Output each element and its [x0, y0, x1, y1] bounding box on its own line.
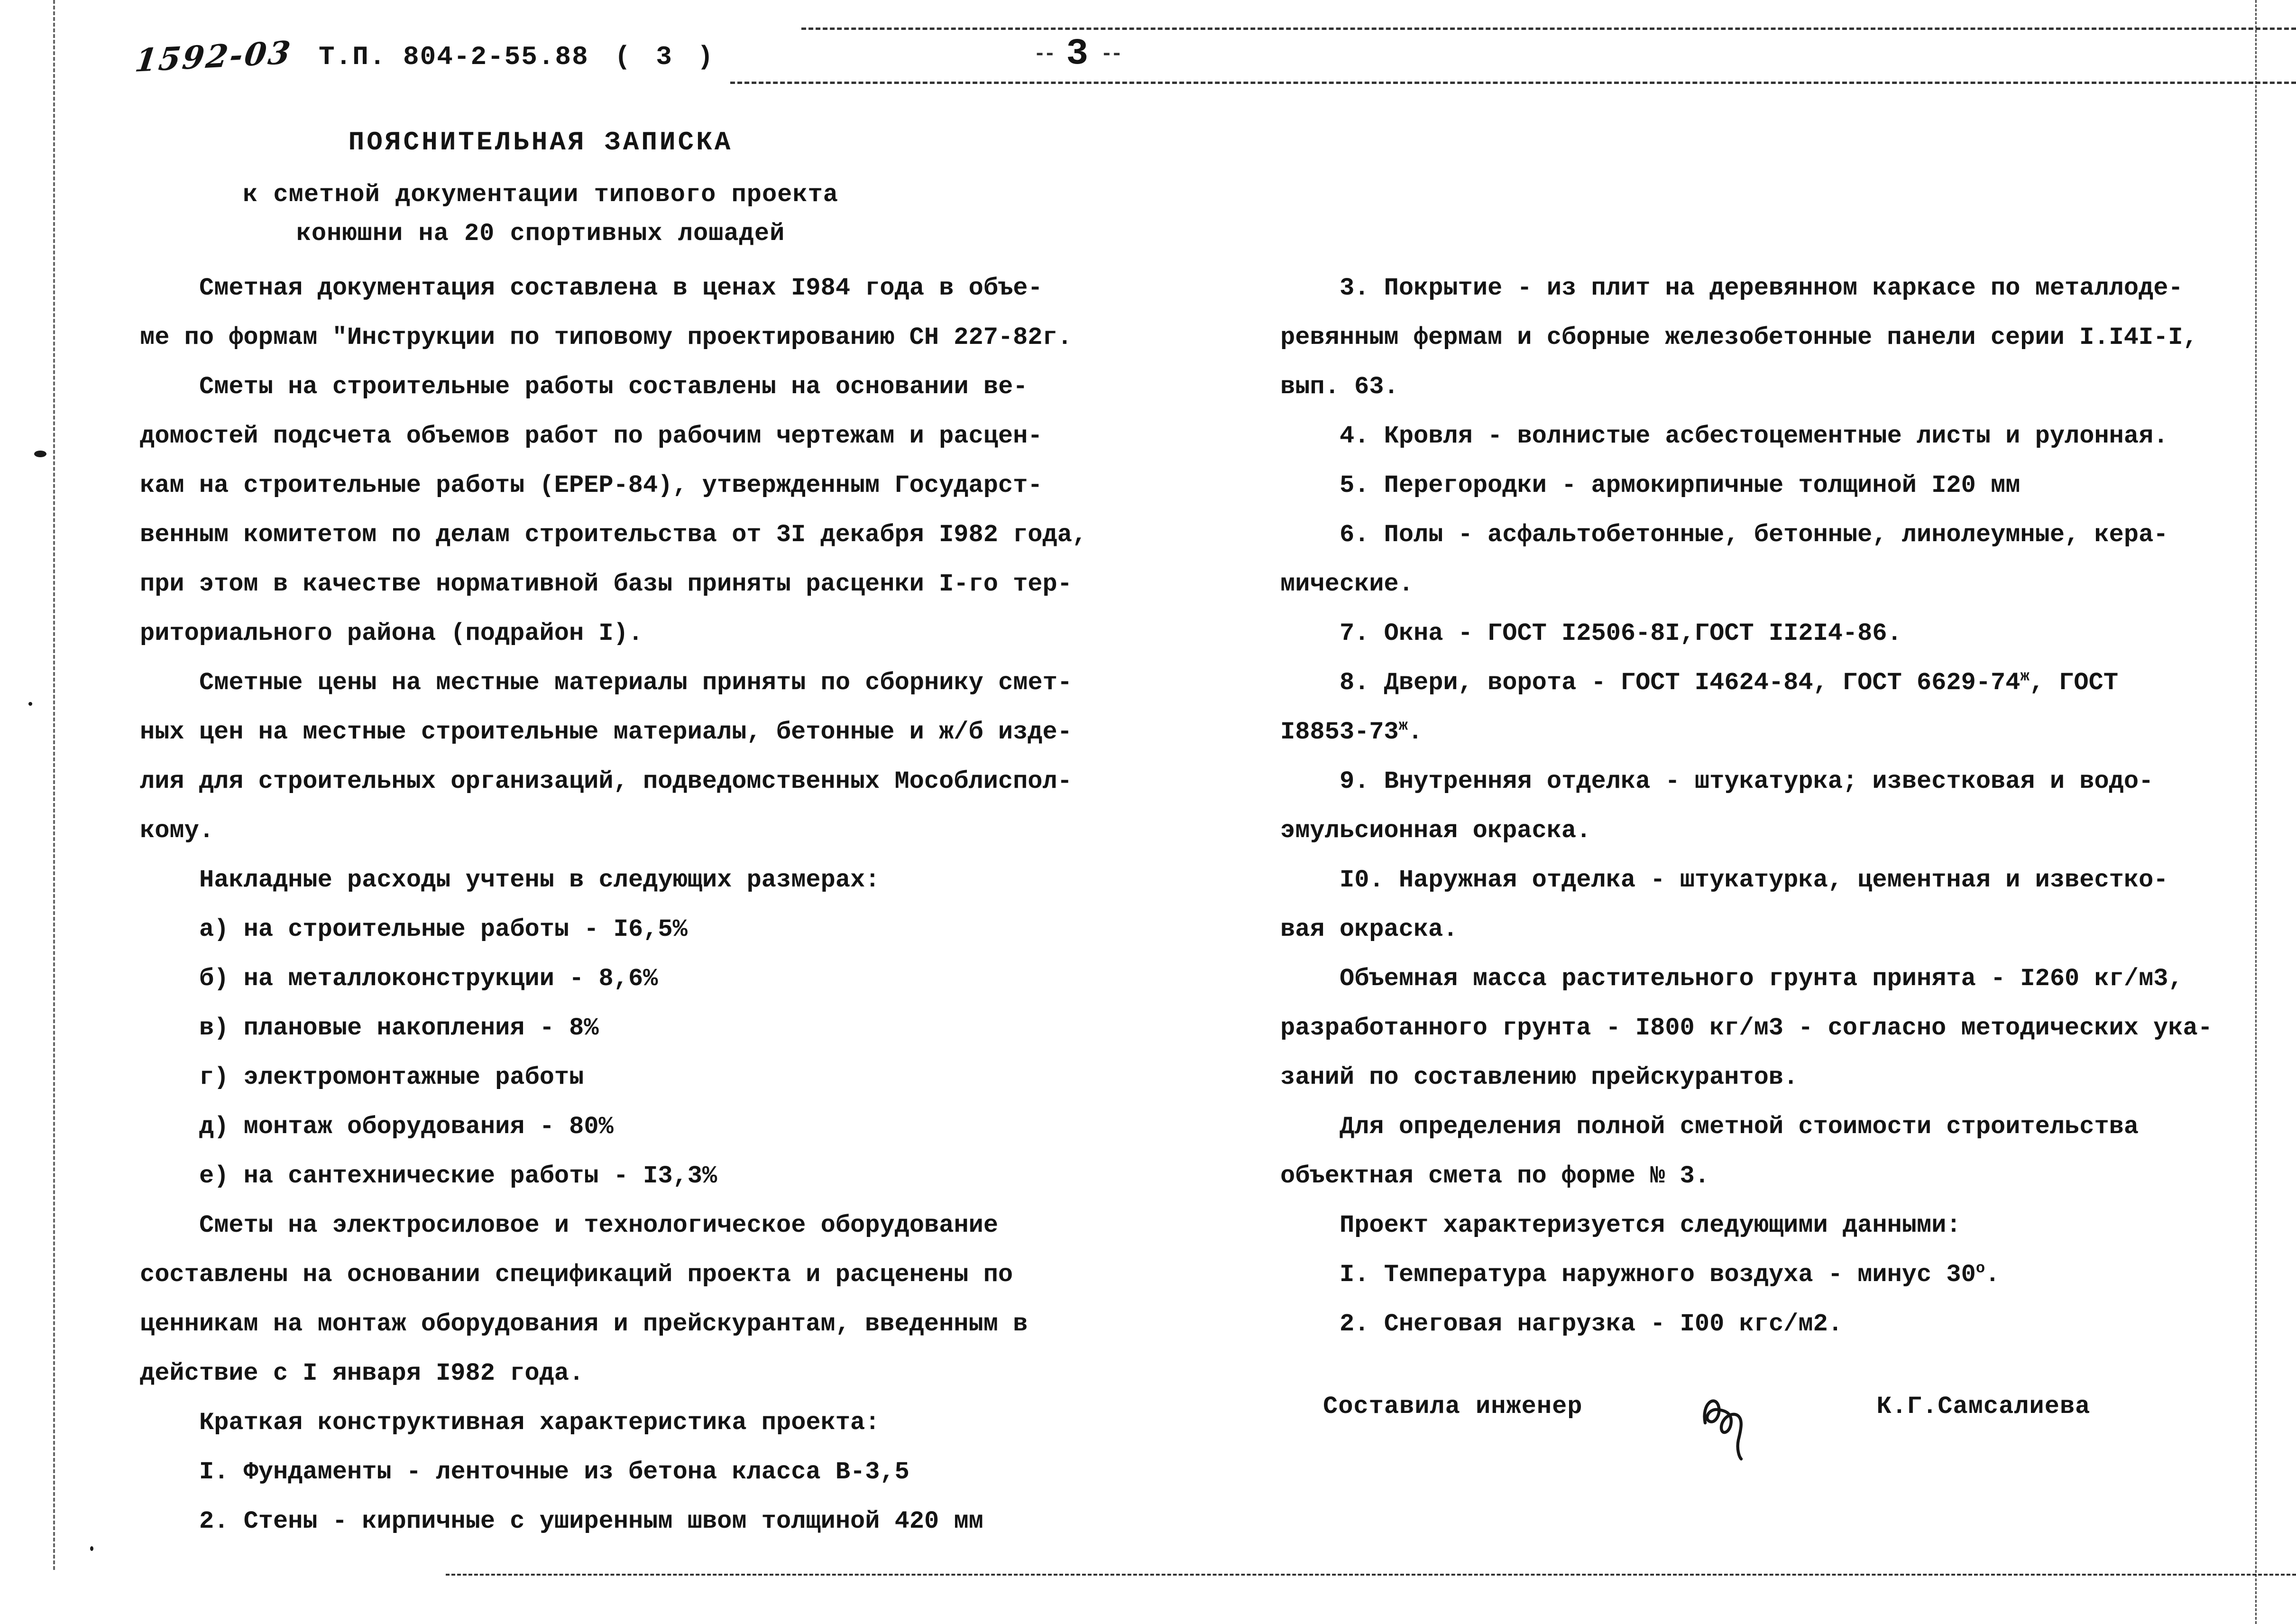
- text-line: ных цен на местные строительные материалы, бетонные и ж/б изде-: [140, 718, 1072, 746]
- text-line: 4. Кровля - волнистые асбестоцементные листы и рулонная.: [1340, 422, 2168, 450]
- text-line: Сметные цены на местные материалы приняты по сборнику смет-: [199, 669, 1073, 697]
- text-line: эмульсионная окраска.: [1280, 817, 1591, 845]
- text-line: Накладные расходы учтены в следующих размерах:: [199, 866, 880, 894]
- document-subtitle-1: к сметной документации типового проекта: [243, 181, 838, 209]
- bottom-rule: [446, 1574, 2296, 1576]
- text-line: Краткая конструктивная характеристика проекта:: [199, 1409, 880, 1437]
- text-line: Сметная документация составлена в ценах I984 года в объе-: [199, 274, 1043, 302]
- text-line: венным комитетом по делам строительства от 3I декабря I982 года,: [140, 521, 1087, 549]
- text-line: составлены на основании спецификаций проекта и расценены по: [140, 1261, 1013, 1289]
- document-number: Т.П. 804-2-55.88: [319, 42, 589, 72]
- page-number: 3: [1066, 33, 1089, 75]
- text-line: 5. Перегородки - армокирпичные толщиной I20 мм: [1340, 471, 2020, 499]
- top-rule-lower: [730, 82, 2296, 84]
- text-line: Для определения полной сметной стоимости строительства: [1340, 1113, 2139, 1141]
- text-line: вып. 63.: [1280, 373, 1399, 401]
- text-line: действие с I января I982 года.: [140, 1359, 584, 1387]
- top-rule-upper: [801, 28, 2296, 30]
- text-line: б) на металлоконструкции - 8,6%: [199, 965, 658, 993]
- text-line: Объемная масса растительного грунта принята - I260 кг/м3,: [1340, 965, 2183, 993]
- text-line: а) на строительные работы - I6,5%: [199, 915, 688, 943]
- page-number-block: [1034, 33, 1121, 75]
- signature-label: Составила инженер: [1323, 1393, 1583, 1421]
- ink-speck: [28, 702, 32, 706]
- text-line: кам на строительные работы (ЕРЕР-84), утвержденным Государст-: [140, 471, 1043, 499]
- text-line: Проект характеризуется следующими данными:: [1340, 1211, 1961, 1239]
- text-line: кому.: [140, 817, 214, 845]
- text-line: д) монтаж оборудования - 80%: [199, 1113, 614, 1141]
- left-margin-line: [53, 0, 55, 1570]
- sheet-number: ( 3 ): [615, 42, 718, 72]
- text-line: ме по формам "Инструкции по типовому проектированию СН 227-82г.: [140, 323, 1072, 351]
- signature-name: К.Г.Самсалиева: [1876, 1393, 2091, 1421]
- text-line: домостей подсчета объемов работ по рабочим чертежам и расцен-: [140, 422, 1043, 450]
- ink-speck: [90, 1546, 93, 1551]
- text-line: риториального района (подрайон I).: [140, 619, 643, 647]
- text-line: е) на сантехнические работы - I3,3%: [199, 1162, 717, 1190]
- text-line: 9. Внутренняя отделка - штукатурка; известковая и водо-: [1340, 767, 2154, 795]
- document-title: ПОЯСНИТЕЛЬНАЯ ЗАПИСКА: [348, 127, 733, 157]
- text-line: г) электромонтажные работы: [199, 1063, 584, 1091]
- text-line: 6. Полы - асфальтобетонные, бетонные, линолеумные, кера-: [1340, 521, 2168, 549]
- text-line: 2. Снеговая нагрузка - I00 кгс/м2.: [1340, 1310, 1843, 1338]
- text-line: $I8853-73^ж$.: [1280, 717, 1423, 746]
- text-line: I. Температура наружного воздуха - минус $30^о$.: [1340, 1259, 2000, 1289]
- text-line: вая окраска.: [1280, 915, 1458, 943]
- page-number-dash-right: --: [1101, 43, 1121, 65]
- text-line: при этом в качестве нормативной базы приняты расценки I-го тер-: [140, 570, 1072, 598]
- document-subtitle-2: конюшни на 20 спортивных лошадей: [296, 220, 785, 248]
- text-line: мические.: [1280, 570, 1414, 598]
- text-line: разработанного грунта - I800 кг/м3 - согласно методических ука-: [1280, 1014, 2213, 1042]
- text-line: 2. Стены - кирпичные с уширенным швом толщиной 420 мм: [199, 1507, 983, 1535]
- text-line: 8. Двери, ворота - ГОСТ I4624-84, ГОСТ $6629-74^ж$, ГОСТ: [1340, 667, 2119, 697]
- title-block: [161, 127, 920, 253]
- text-line: Сметы на строительные работы составлены на основании ве-: [199, 373, 1028, 401]
- ink-speck: [34, 451, 46, 457]
- signature-icon: [1692, 1383, 1768, 1471]
- right-text-column: [1280, 264, 2267, 1349]
- text-line: в) плановые накопления - 8%: [199, 1014, 599, 1042]
- text-line: Сметы на электросиловое и технологическое оборудование: [199, 1211, 999, 1239]
- text-line: 7. Окна - ГОСТ I2506-8I,ГОСТ II2I4-86.: [1340, 619, 1902, 647]
- left-text-column: [140, 264, 1107, 1546]
- text-line: лия для строительных организаций, подведомственных Мособлиспол-: [140, 767, 1072, 795]
- text-line: ревянным фермам и сборные железобетонные панели серии I.I4I-I,: [1280, 323, 2198, 351]
- text-line: I. Фундаменты - ленточные из бетона класса В-3,5: [199, 1458, 909, 1486]
- text-line: заний по составлению прейскурантов.: [1280, 1063, 1799, 1091]
- text-line: ценникам на монтаж оборудования и прейскурантам, введенным в: [140, 1310, 1028, 1338]
- page-number-dash-left: --: [1034, 43, 1054, 65]
- text-line: объектная смета по форме № 3.: [1280, 1162, 1709, 1190]
- text-line: 3. Покрытие - из плит на деревянном каркасе по металлоде-: [1340, 274, 2183, 302]
- text-line: I0. Наружная отделка - штукатурка, цементная и известко-: [1340, 866, 2168, 894]
- signature-row: [1323, 1393, 2090, 1471]
- handwritten-inventory-number: 1592-03: [133, 34, 294, 79]
